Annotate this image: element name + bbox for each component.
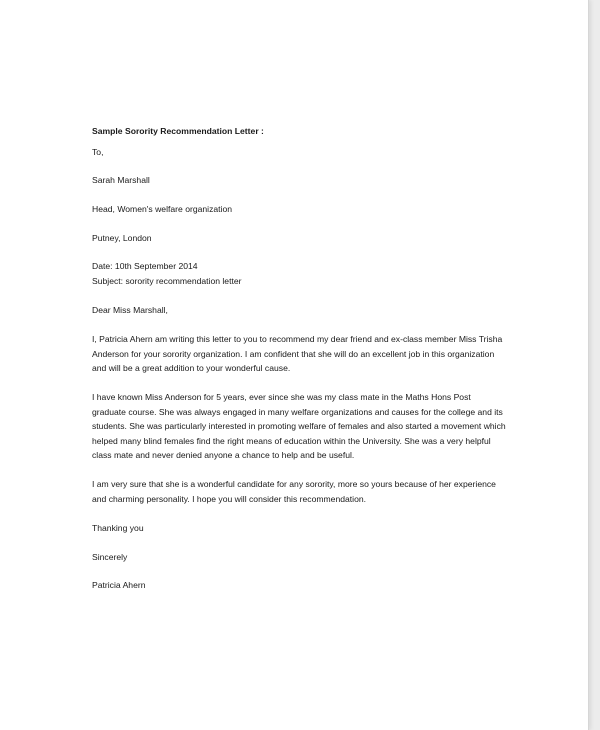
paragraph-line: helped many blind females find the right means of education within the University. She was a very helpful xyxy=(92,436,491,446)
closing-thanks: Thanking you xyxy=(92,523,144,533)
to-line: To, xyxy=(92,147,104,157)
recipient-name: Sarah Marshall xyxy=(92,175,150,185)
recipient-location: Putney, London xyxy=(92,233,152,243)
paragraph-line: graduate course. She was always engaged in many welfare organizations and causes for the college and its xyxy=(92,407,503,417)
paragraph-line: I am very sure that she is a wonderful candidate for any sorority, more so yours because of her experience xyxy=(92,479,496,489)
recipient-title: Head, Women's welfare organization xyxy=(92,204,233,214)
signature-name: Patricia Ahern xyxy=(92,580,146,590)
paragraph-line: and will be a great addition to your wonderful cause. xyxy=(92,363,291,373)
closing: Sincerely xyxy=(92,552,128,562)
paragraph-line: I, Patricia Ahern am writing this letter to you to recommend my dear friend and ex-class member Miss Trisha xyxy=(92,334,503,344)
paragraph-line: I have known Miss Anderson for 5 years, ever since she was my class mate in the Maths Hons Post xyxy=(92,392,471,402)
paragraph-line: students. She was particularly interested in promoting welfare of females and also started a movement which xyxy=(92,421,506,431)
paragraph-line: class mate and never denied anyone a chance to help and be useful. xyxy=(92,450,355,460)
letter-subject: Subject: sorority recommendation letter xyxy=(92,276,242,286)
letter-date: Date: 10th September 2014 xyxy=(92,261,198,271)
letter-title: Sample Sorority Recommendation Letter : xyxy=(92,126,264,136)
paragraph-line: Anderson for your sorority organization. I am confident that she will do an excellent job in this organization xyxy=(92,349,495,359)
paragraph-line: and charming personality. I hope you will consider this recommendation. xyxy=(92,494,367,504)
salutation: Dear Miss Marshall, xyxy=(92,305,168,315)
